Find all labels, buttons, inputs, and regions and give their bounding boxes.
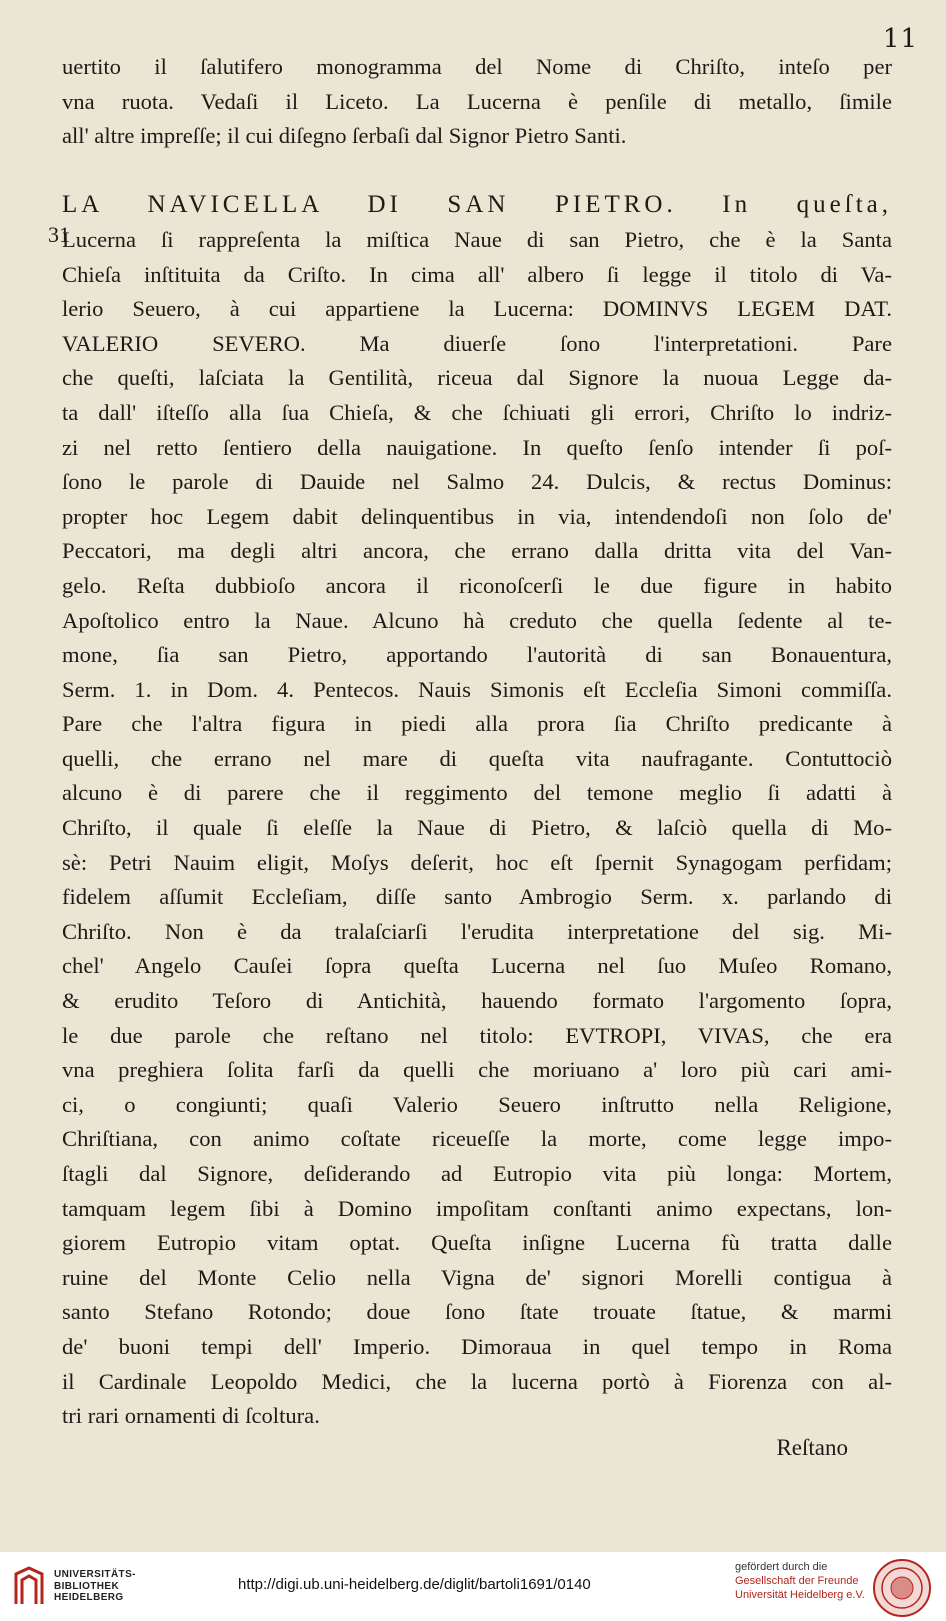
text-line: le due parole che reſtano nel titolo: EVTROPI, VIVAS, che era [62, 1022, 892, 1048]
text-line: uertito il ſalutifero monogramma del Nome di Chriſto, inteſo per [62, 54, 892, 79]
text-line: fidelem aſſumit Eccleſiam, diſſe santo Ambrogio Serm. x. parlando di [62, 884, 892, 910]
text-line: Peccatori, ma degli altri ancora, che errano dalla dritta vita del Van- [62, 538, 892, 564]
text-line: vna preghiera ſolita farſi da quelli che moriuano a' loro più cari ami- [62, 1057, 892, 1083]
text-line: Serm. 1. in Dom. 4. Pentecos. Nauis Simonis eſt Eccleſia Simoni commiſſa. [62, 676, 892, 702]
text-line: ci, o congiunti; quaſi Valerio Seuero inſtrutto nella Religione, [62, 1091, 892, 1117]
text-line: Lucerna ſi rappreſenta la miſtica Naue di san Pietro, che è la Santa [62, 226, 892, 252]
page-text [62, 50, 892, 1434]
text-line: ſtagli dal Signore, deſiderando ad Eutropio vita più longa: Mortem, [62, 1161, 892, 1186]
text-line: gelo. Reſta dubbioſo ancora il riconoſcerſi le due figure in habito [62, 572, 892, 598]
page-url-link[interactable]: http://digi.ub.uni-heidelberg.de/diglit/bartoli1691/0140 [238, 1576, 591, 1593]
text-line: ta dall' iſteſſo alla ſua Chieſa, & che ſchiuati gli errori, Chriſto lo indriz- [62, 399, 892, 425]
library-name [54, 1569, 136, 1604]
text-line: Chriſto, il quale ſi eleſſe la Naue di Pietro, & laſciò quella di Mo- [62, 815, 892, 841]
text-line: che queſti, laſciata la Gentilità, riceua dal Signore la nuoua Legge da- [62, 365, 892, 391]
text-line: all' altre impreſſe; il cui diſegno ſerbaſi dal Signor Pietro Santi. [62, 123, 627, 149]
text-line: zi nel retto ſentiero della nauigatione. In queſto ſenſo intender ſi poſ- [62, 434, 892, 460]
text-line: alcuno è di parere che il reggimento del temone meglio ſi adatti à [62, 780, 892, 806]
library-logo-icon [10, 1564, 48, 1608]
text-line: de' buoni tempi dell' Imperio. Dimoraua in quel tempo in Roma [62, 1333, 892, 1359]
text-line: Chriſto. Non è da tralaſciarſi l'erudita interpretatione del sig. Mi- [62, 918, 892, 944]
page-number: 11 [882, 24, 918, 54]
text-line: il Cardinale Leopoldo Medici, che la lucerna portò à Fiorenza con al- [62, 1368, 892, 1394]
library-name-line: HEIDELBERG [54, 1592, 124, 1603]
section-number: 31 [48, 222, 70, 247]
text-line: giorem Eutropio vitam optat. Queſta inſigne Lucerna fù tratta dalle [62, 1230, 892, 1256]
sponsor-org: Gesellschaft der Freunde [735, 1575, 859, 1587]
university-seal-icon [872, 1558, 932, 1618]
text-line: lerio Seuero, à cui appartiene la Lucerna: DOMINVS LEGEM DAT. [62, 296, 892, 322]
sponsor-by: gefördert durch die [735, 1561, 828, 1573]
text-line: sè: Petri Nauim eligit, Moſys deſerit, hoc eſt ſpernit Synagogam perfidam; [62, 849, 892, 875]
section-heading: LA NAVICELLA DI SAN PIETRO. In queſta, [62, 191, 892, 219]
blank-line [62, 154, 892, 189]
text-line: vna ruota. Vedaſi il Liceto. La Lucerna è penſile di metallo, ſimile [62, 88, 892, 114]
sponsor-org: Universität Heidelberg e.V. [735, 1589, 865, 1601]
text-line: tri rari ornamenti di ſcoltura. [62, 1403, 320, 1429]
sponsor-credit [735, 1560, 885, 1602]
text-line: tamquam legem ſibi à Domino impoſitam conſtanti animo expectans, lon- [62, 1195, 892, 1221]
library-name-line: BIBLIOTHEK [54, 1580, 120, 1592]
text-line: Chieſa inſtituita da Criſto. In cima all' albero ſi legge il titolo di Va- [62, 261, 892, 287]
text-line: Pare che l'altra figura in piedi alla prora ſia Chriſto predicante à [62, 711, 892, 737]
digitization-footer [0, 1552, 946, 1621]
text-line: mone, ſia san Pietro, apportando l'autorità di san Bonauentura, [62, 642, 892, 668]
text-line: ruine del Monte Celio nella Vigna de' signori Morelli contigua à [62, 1264, 892, 1290]
text-line: Apoſtolico entro la Naue. Alcuno hà creduto che quella ſedente al te- [62, 607, 892, 633]
text-line: & erudito Teſoro di Antichità, hauendo formato l'argomento ſopra, [62, 988, 892, 1014]
text-line: ſono le parole di Dauide nel Salmo 24. Dulcis, & rectus Dominus: [62, 469, 892, 495]
text-line: VALERIO SEVERO. Ma diuerſe ſono l'interpretationi. Pare [62, 330, 892, 356]
text-line: santo Stefano Rotondo; doue ſono ſtate trouate ſtatue, & marmi [62, 1299, 892, 1325]
text-line: chel' Angelo Cauſei ſopra queſta Lucerna nel ſuo Muſeo Romano, [62, 953, 892, 979]
text-line: quelli, che errano nel mare di queſta vita naufragante. Contuttociò [62, 745, 892, 771]
library-name-line: UNIVERSITÄTS- [54, 1569, 136, 1580]
text-line: propter hoc Legem dabit delinquentibus in via, intendendoſi non ſolo de' [62, 503, 892, 529]
text-line: Chriſtiana, con animo coſtate riceueſſe la morte, come legge impo- [62, 1126, 892, 1152]
catchword: Reſtano [776, 1435, 848, 1460]
